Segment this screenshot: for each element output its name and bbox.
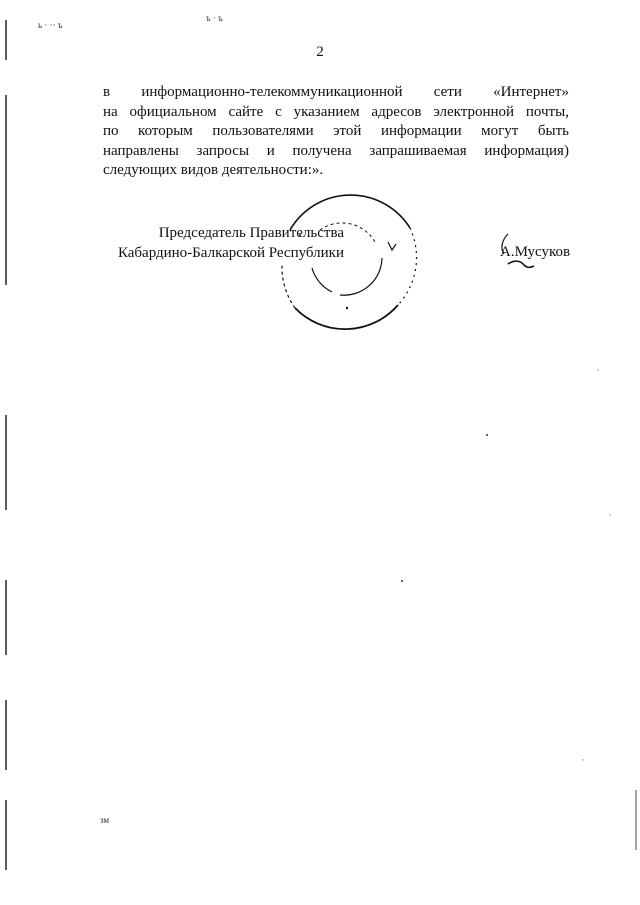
body-text-line <box>103 83 569 103</box>
document-body-text <box>103 83 569 181</box>
body-word: и <box>266 142 275 159</box>
signatory-title-line-2: Кабардино-Балкарской Республики <box>117 244 344 261</box>
signatory-title <box>104 224 344 263</box>
body-word: информационно-телекоммуникационной <box>141 84 403 100</box>
body-text-line <box>103 142 569 162</box>
body-word: с <box>275 103 282 120</box>
scan-mark-top-center: ъ · ъ <box>206 13 223 23</box>
body-word: информации <box>380 123 462 139</box>
body-text-line <box>103 122 569 142</box>
signatory-name: А.Мусуков <box>500 244 571 260</box>
body-word: которым <box>138 123 193 139</box>
body-word: адресов <box>371 103 422 120</box>
body-word: пользователями <box>212 123 314 139</box>
body-word: электронной <box>433 103 515 120</box>
body-word: запросы <box>196 142 250 159</box>
signatory-title-line-1: Председатель Правительства <box>158 225 344 241</box>
body-text-line <box>103 103 569 123</box>
body-word: указанием <box>293 103 360 120</box>
body-word: сайте <box>228 103 264 120</box>
body-word: в <box>103 84 111 100</box>
body-word: следующих видов деятельности:». <box>103 162 324 178</box>
body-word: запрашиваемая <box>369 142 467 159</box>
body-word: этой <box>333 123 362 139</box>
body-text-line <box>103 161 569 181</box>
body-word: направлены <box>103 142 179 159</box>
body-word: быть <box>537 123 569 139</box>
scan-mark-top-left: ь · ·· ъ <box>38 20 63 30</box>
scan-mark-bottom-left: зм <box>100 815 110 825</box>
body-word: сети <box>433 84 462 100</box>
page-number: 2 <box>316 44 324 60</box>
body-word: по <box>103 123 119 139</box>
body-word: официальном <box>129 103 217 120</box>
body-word: получена <box>292 142 352 159</box>
body-word: почты, <box>525 103 569 120</box>
body-word: могут <box>481 123 519 139</box>
body-word: информация) <box>484 142 569 159</box>
body-word: «Интернет» <box>493 84 569 100</box>
body-word: на <box>103 103 118 120</box>
